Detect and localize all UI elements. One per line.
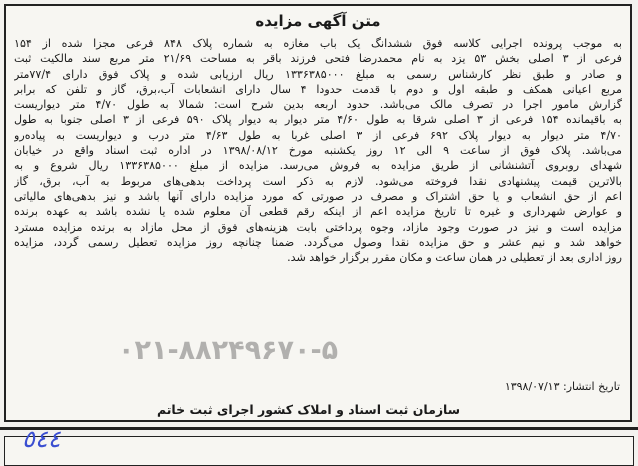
notice-line: خواهد شد و نیم عشر و حق مزایده نقدا وصول می‌گردد. ضمنا چنانچه روز مزایده تعطیل رسمی گردد، مزایده: [14, 235, 622, 249]
notice-line: به موجب پرونده اجرایی کلاسه فوق ششدانگ یک باب مغازه به شماره پلاک ۸۴۸ فرعی مجزا شده از ۱۵۴: [14, 37, 622, 50]
page-divider: [0, 427, 638, 430]
notice-line: اعم از حق انشعاب و یا حق اشتراک و مصرف در صورتی که مورد مزایده دارای آنها باشد و نیز بدهی‌های مالیاتی: [14, 189, 622, 203]
notice-line: مربع اعیانی همکف و طبقه اول و دوم با قدمت حدودا ۴ سال دارای انشعابات آب،برق، گاز و تلفن که برابر: [14, 82, 622, 96]
issuing-organization: سازمان ثبت اسناد و املاک کشور اجرای ثبت خاتم: [156, 402, 460, 417]
notice-line: می‌باشد. پلاک فوق از ساعت ۹ الی ۱۲ روز یکشنبه مورخ ۱۳۹۸/۰۸/۱۲ در اداره ثبت اسناد واقع در خیابان: [14, 144, 622, 158]
next-notice-box: [4, 436, 634, 466]
notice-line: روز اداری بعد از تعطیلی در همان ساعت و مکان مقرر برگزار خواهد شد.: [287, 251, 622, 265]
notice-line: بالاترین قیمت پیشنهادی نقدا فروخته می‌شود. لازم به ذکر است پرداخت بدهی‌های مربوط به آب، برق، گاز: [14, 174, 622, 188]
notice-line: فرعی از ۳ اصلی بخش ۵۳ یزد به نام محمدرضا فتحی فرزند باقر به مساحت ۲۱/۶۹ متر مربع سند مالکیت ثبت: [14, 52, 622, 66]
handwritten-number: ٥٤٤: [22, 425, 61, 453]
phone-watermark-stamp: ۰۲۱-۸۸۲۴۹۶۷۰-۵: [118, 335, 339, 366]
publication-date: تاریخ انتشار: ۱۳۹۸/۰۷/۱۳: [504, 380, 620, 393]
notice-body: [14, 36, 622, 381]
notice-title: متن آگهی مزایده: [255, 12, 381, 30]
notice-line: شهدای روبروی آتشنشانی از طریق مزایده به فروش می‌رسد. مزایده از مبلغ ۱۳۳۶۳۸۵۰۰۰ ریال شروع و به: [14, 159, 622, 173]
notice-line: به باقیمانده ۱۵۴ فرعی از ۳ اصلی شرقا به طول ۴/۶۰ متر دیوار به دیوار پلاک ۵۹۰ فرعی از ۳ اصلی جنوبا به طول: [14, 113, 622, 127]
notice-line: و عوارض شهرداری و غیره تا تاریخ مزایده اعم از اینکه رقم قطعی آن معلوم شده یا نشده باشد به عهده برنده: [14, 205, 622, 219]
notice-line: گزارش مامور اجرا در تصرف مالک می‌باشد. حدود اربعه بدین شرح است: شمالا به طول ۴/۷۰ متر دیواریست: [14, 98, 622, 112]
notice-line: و صادر و طبق نظر کارشناس رسمی به مبلغ ۱۳۳۶۳۸۵۰۰۰ ریال ارزیابی شده و پلاک فوق دارای ۷۷/۴متر: [14, 67, 622, 81]
notice-line: مزایده است و نیز در صورت وجود مازاد، وجوه پرداختی بابت هزینه‌های فوق از محل مازاد به برنده مزایده مسترد: [14, 220, 622, 234]
notice-line: ۴/۷۰ متر دیوار به دیوار پلاک ۶۹۲ فرعی از ۳ اصلی غربا به طول ۴/۶۳ متر درب و دیواریست به پیاده‌رو: [14, 128, 622, 142]
